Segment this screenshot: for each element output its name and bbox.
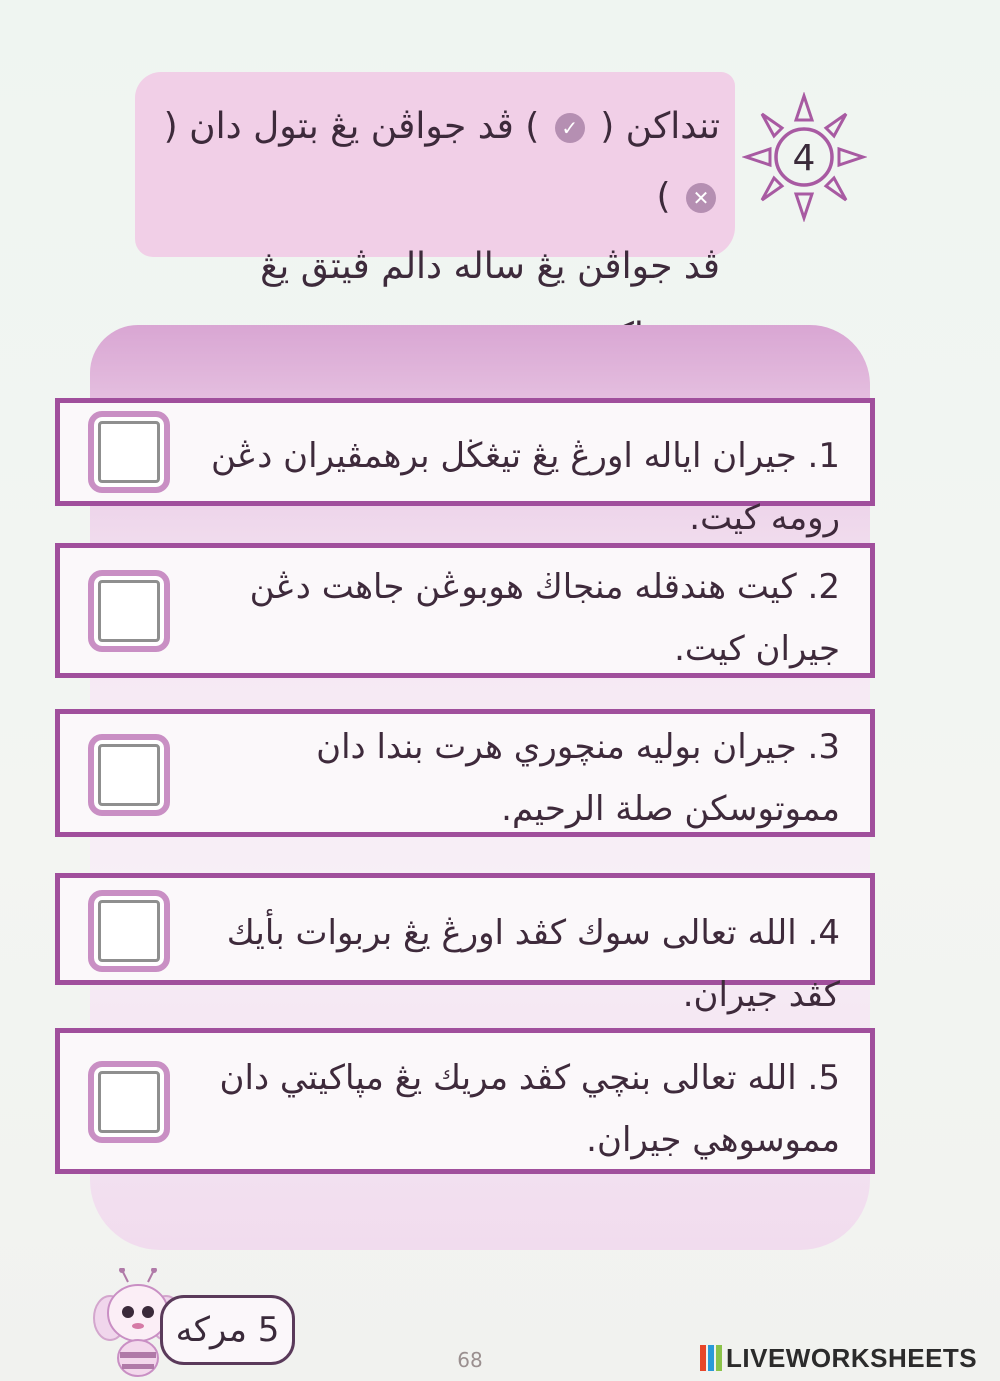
badge-number: 4 [792, 138, 816, 179]
question-row-2 [55, 543, 875, 678]
question-row-4 [55, 873, 875, 1015]
question-text-3: 3. جيران بوليه منچوري هرت بندا دان مموتوسكن صلة الرحيم. [316, 727, 840, 829]
marks-label: 5 مركه [160, 1295, 295, 1365]
sun-badge-icon [742, 92, 867, 222]
page-number: 68 [457, 1348, 483, 1372]
cross-circle-icon: ✕ [686, 183, 716, 213]
instruction-part-1: تنداكن ( [600, 106, 720, 147]
question-text-5: 5. الله تعالى بنچي كڤد مريك يڠ مپاكيتي دان مموسوهي جيران. [219, 1058, 840, 1160]
liveworksheets-logo-icon [700, 1345, 722, 1371]
brand-text: LIVEWORKSHEETS [726, 1343, 978, 1373]
answer-box-3[interactable] [88, 734, 170, 816]
question-row-5 [55, 1028, 875, 1174]
check-circle-icon: ✓ [555, 113, 585, 143]
liveworksheets-brand[interactable] [700, 1340, 977, 1376]
question-text-1: 1. جيران اياله اورڠ يڠ تيڠڬل برهمڤيران دڠن رومه كيت. [211, 436, 840, 538]
question-row-1 [55, 398, 875, 538]
question-text-4: 4. الله تعالى سوك كڤد اورڠ يڠ بربوات بأيك كڤد جيران. [226, 913, 840, 1015]
answer-box-2[interactable] [88, 570, 170, 652]
instruction-line-2: ڤد جواڤن يڠ ساله دالم ڤيتق يڠ [260, 246, 720, 287]
instruction-part-2: ) ڤد جواڤن يڠ بتول دان ( [163, 106, 540, 147]
answer-box-5[interactable] [88, 1061, 170, 1143]
instruction-part-3: ) [656, 176, 671, 217]
answer-box-4[interactable] [88, 890, 170, 972]
instruction-line-1 [150, 92, 720, 232]
question-row-3 [55, 709, 875, 837]
answer-box-1[interactable] [88, 411, 170, 493]
question-text-2: 2. كيت هندقله منجاڬ هوبوڠن جاهت دڠن جيران كيت. [249, 567, 840, 669]
